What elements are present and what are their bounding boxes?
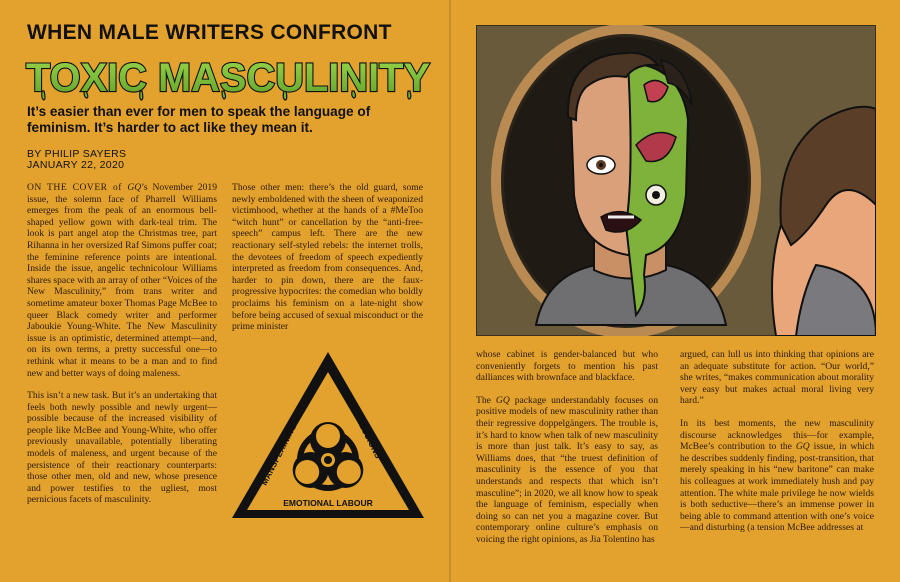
paragraph-text: issue, in which he describes suddenly finding, post-transition, that merely speaking in his “new baritone” can make his colleagues at work immediately hush and pay attention. The white male privilege he now wields is both seductive—there’s an immense power in being able to command attention with one’s voice—and disturbing (a tension McBee addresses at bbox=[680, 441, 874, 534]
publish-date: JANUARY 22, 2020 bbox=[27, 159, 125, 171]
hazard-left-label: MANSPLAINING bbox=[258, 421, 299, 487]
paragraph: This isn’t a new task. But it’s an undertaking that feels both newly possible and newly urgent—possible because of the increased visibility of people like McBee and Young-White, who offer previously unavailable, potentially liberating models of maleness, and urgent because of the persistence of their reactionary counterparts: those other men, old and new, whose presence and power testifies to the ugliest, most pernicious facets of masculinity. bbox=[27, 390, 217, 506]
kicker: WHEN MALE WRITERS CONFRONT bbox=[27, 21, 392, 44]
article-column-3 bbox=[476, 349, 658, 579]
mirror-illustration bbox=[476, 25, 876, 336]
hazard-right-label: MICROAGGRESSIONS bbox=[332, 372, 384, 461]
lead-in: ON THE COVER of bbox=[27, 182, 128, 193]
italic-title: GQ bbox=[127, 182, 142, 193]
biohazard-warning-sign bbox=[228, 348, 428, 526]
paragraph: argued, can lull us into thinking that opinions are an adequate substitute for action. “Our world,” she writes, “makes communication about morality very easy but makes actual moral living very hard.” bbox=[680, 349, 874, 407]
paragraph-text: ’s November 2019 issue, the solemn face of Pharrell Williams emerges from the peak of an enormous bell-shaped yellow gown with dark-teal trim. The look is part angel atop the Christmas tree, part Rihanna in her oversized Raf Simons puffer coat; the feminine reference points are intentional. Inside the issue, angelic technicolour Williams shares space with an array of other “Voices of the New Masculinity,” from trans writer and sometime amateur boxer Thomas Page McBee to queer Black comedy writer and performer Jaboukie Young-White. The New Masculinity issue is an optimistic, determined attempt—and, on its own terms, a pretty successful one—to rethink what it means to be a man and to find new and better ways of doing maleness. bbox=[27, 182, 217, 379]
hazard-bottom-label: EMOTIONAL LABOUR bbox=[283, 498, 373, 508]
paragraph bbox=[27, 182, 217, 379]
paragraph-text: In its best moments, the new masculinity discourse acknowledges this—for example, McBee’s contribution to the bbox=[680, 417, 874, 453]
byline: BY PHILIP SAYERS bbox=[27, 148, 127, 160]
paragraph-text: The bbox=[476, 394, 496, 406]
article-column-1 bbox=[27, 182, 217, 577]
headline-text: TOXIC MASCULINITY bbox=[26, 56, 431, 100]
article-column-2 bbox=[232, 182, 423, 342]
paragraph bbox=[680, 418, 874, 534]
italic-title: GQ bbox=[795, 441, 810, 453]
paragraph: Those other men: there’s the old guard, some newly emboldened with the sheen of weaponized victimhood, whether at the hands of a #MeToo “witch hunt” or cancellation by the “anti-free-speech” campus left. There are the new reactionary self-styled rebels: the internet trolls, the devotees of freedom of speech expediently interpreted as freedom from consequences. And, harder to pin down, there are the faux-progressive hypocrites: the comedian who boldly proclaims his feminism on a late-night show before being accused of sexual misconduct or the prime minister bbox=[232, 182, 423, 333]
article-column-4 bbox=[680, 349, 874, 579]
italic-title: GQ bbox=[495, 394, 510, 406]
paragraph: whose cabinet is gender-balanced but who conveniently forgets to mention his past dalliances with brownface and blackface. bbox=[476, 349, 658, 384]
paragraph-text: package understandably focuses on positive models of new masculinity rather than their regressive doppelgängers. The trouble is, it’s hard to know when talk of new masculinity is more than just talk. It’s easy to say, as Williams does, that “the truest definition of masculinity is the essence of you that understands and respects that which isn’t masculine”; in 2020, we all know how to speak the language of feminism, especially when doing so can net you a magazine cover. But contemporary online culture’s emphasis on voicing the right opinions, as Jia Tolentino has bbox=[476, 394, 658, 545]
headline bbox=[24, 55, 434, 101]
page-gutter bbox=[449, 0, 451, 582]
paragraph bbox=[476, 395, 658, 546]
dek: It’s easier than ever for men to speak the language of feminism. It’s harder to act like they mean it. bbox=[27, 104, 371, 135]
